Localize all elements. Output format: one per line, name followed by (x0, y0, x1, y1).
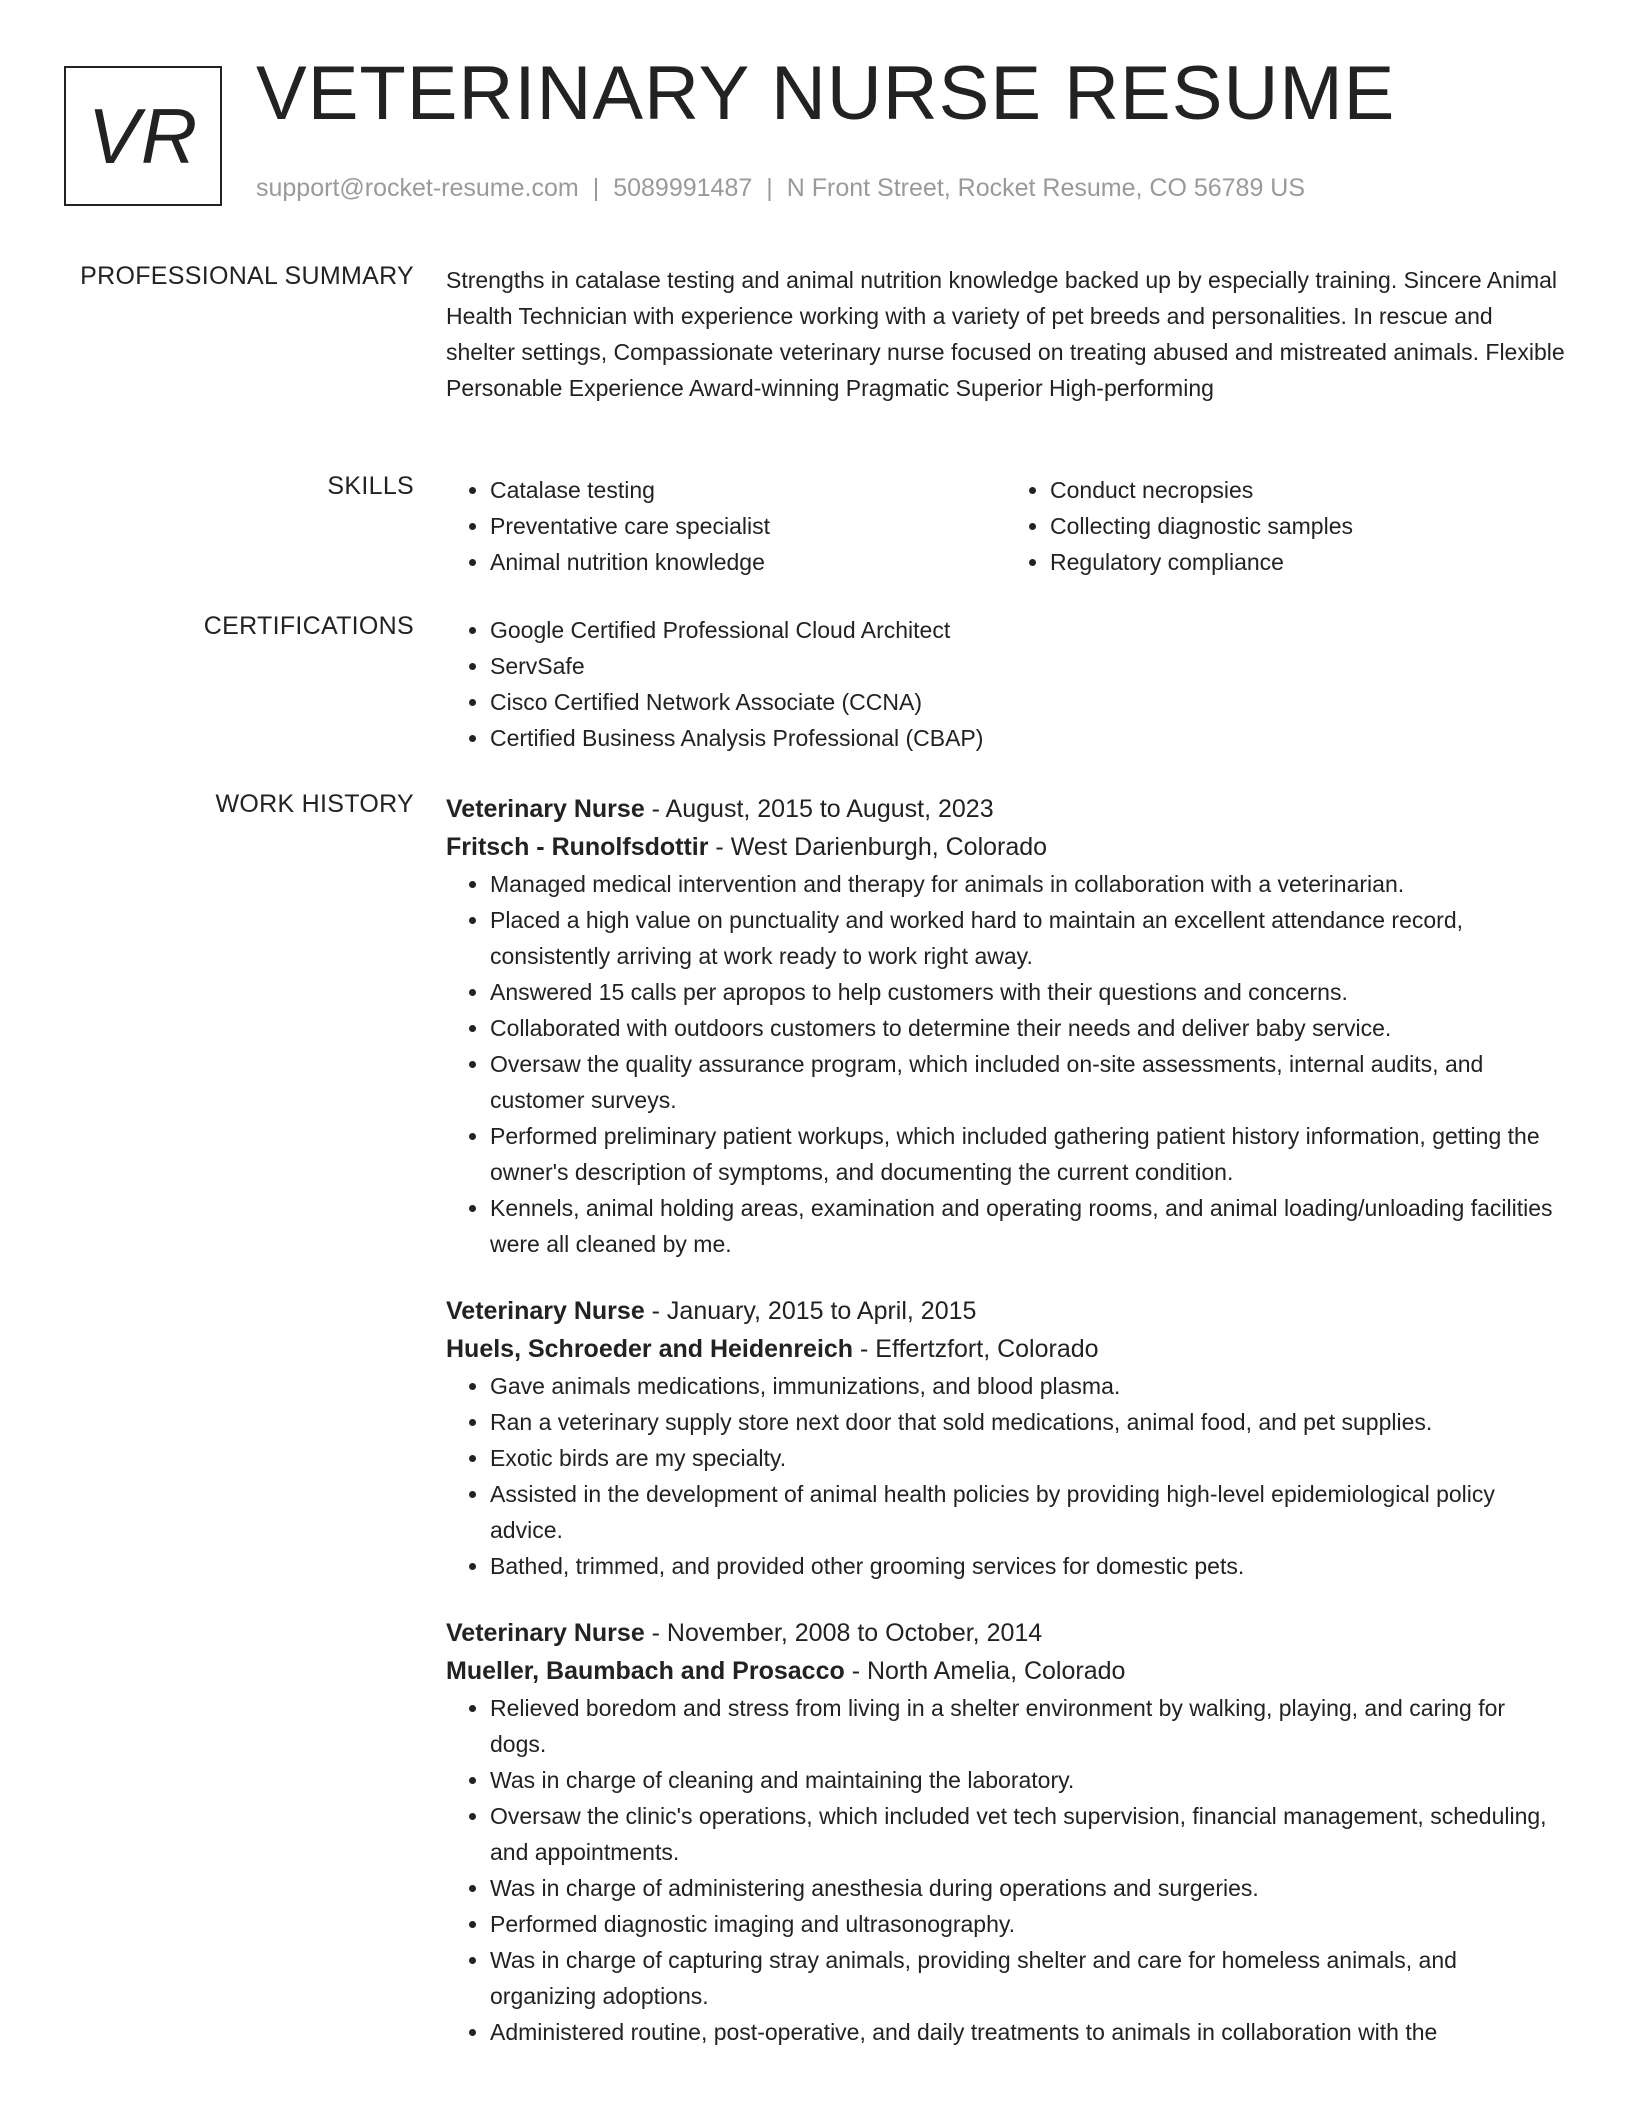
job-bullet: • Was in charge of cleaning and maintaining the laboratory. (490, 1762, 1566, 1798)
certification-item: • Google Certified Professional Cloud Architect (490, 612, 1566, 648)
certification-item: • Certified Business Analysis Professional (CBAP) (490, 720, 1566, 756)
job-title-line (446, 1292, 1566, 1330)
resume-title: VETERINARY NURSE RESUME (256, 51, 1396, 136)
job-bullet: • Managed medical intervention and therapy for animals in collaboration with a veterinarian. (490, 866, 1566, 902)
job-bullet: • Bathed, trimmed, and provided other grooming services for domestic pets. (490, 1548, 1566, 1584)
job-bullet: • Oversaw the quality assurance program, which included on-site assessments, internal audits, and customer surveys. (490, 1046, 1566, 1118)
job-company: Fritsch - Runolfsdottir (446, 833, 709, 861)
skills-list-right (1006, 472, 1566, 580)
job-bullet: • Performed diagnostic imaging and ultrasonography. (490, 1906, 1566, 1942)
job-title-line (446, 790, 1566, 828)
job-company: Huels, Schroeder and Heidenreich (446, 1335, 854, 1363)
job-bullet: • Oversaw the clinic's operations, which included vet tech supervision, financial management, scheduling, and appointments. (490, 1798, 1566, 1870)
job-dates: - November, 2008 to October, 2014 (644, 1619, 1043, 1647)
job-bullet-list (446, 866, 1566, 1262)
certification-item: • Cisco Certified Network Associate (CCNA) (490, 684, 1566, 720)
job-bullet: • Answered 15 calls per apropos to help customers with their questions and concerns. (490, 974, 1566, 1010)
skills-heading: SKILLS (327, 472, 414, 500)
skill-item: • Catalase testing (490, 472, 1006, 508)
job-bullet: • Was in charge of capturing stray animals, providing shelter and care for homeless animals, and organizing adoptions. (490, 1942, 1566, 2014)
monogram-initials: VR (87, 91, 199, 180)
job-bullet: • Relieved boredom and stress from living in a shelter environment by walking, playing, and caring for dogs. (490, 1690, 1566, 1762)
skill-item: • Conduct necropsies (1050, 472, 1566, 508)
skill-item: • Regulatory compliance (1050, 544, 1566, 580)
contact-separator: | (766, 174, 773, 202)
job-bullet: • Ran a veterinary supply store next door that sold medications, animal food, and pet supplies. (490, 1404, 1566, 1440)
job-entry (446, 790, 1566, 1262)
job-bullet: • Exotic birds are my specialty. (490, 1440, 1566, 1476)
work-history-body (446, 790, 1566, 2080)
certification-item: • ServSafe (490, 648, 1566, 684)
job-title: Veterinary Nurse (446, 1297, 645, 1325)
summary-heading: PROFESSIONAL SUMMARY (80, 262, 414, 290)
job-entry (446, 1614, 1566, 2050)
job-bullet: • Performed preliminary patient workups, which included gathering patient history information, getting the owner's description of symptoms, and documenting the current condition. (490, 1118, 1566, 1190)
job-bullet-list (446, 1690, 1566, 2050)
contact-phone: 5089991487 (613, 174, 753, 202)
certifications-body (446, 612, 1566, 756)
work-history-heading: WORK HISTORY (215, 790, 414, 818)
monogram-box (64, 66, 222, 206)
skills-body (446, 472, 1566, 580)
job-entry (446, 1292, 1566, 1584)
job-bullet-list (446, 1368, 1566, 1584)
job-bullet: • Assisted in the development of animal health policies by providing high-level epidemiological policy advice. (490, 1476, 1566, 1548)
skills-list-left (446, 472, 1006, 580)
job-dates: - August, 2015 to August, 2023 (644, 795, 994, 823)
contact-separator: | (592, 174, 600, 202)
job-company-line (446, 1652, 1566, 1690)
job-location: - Effertzfort, Colorado (853, 1335, 1099, 1363)
job-location: - North Amelia, Colorado (844, 1657, 1126, 1685)
summary-text: Strengths in catalase testing and animal nutrition knowledge backed up by especially training. Sincere Animal Health Technician with experience working with a variety of pet breeds and personalities. In rescue and shelter settings, Compassionate veterinary nurse focused on treating abused and mistreated animals. Flexible Personable Experience Award-winning Pragmatic Superior High-performing (446, 267, 1565, 401)
summary-body (446, 262, 1566, 406)
job-company: Mueller, Baumbach and Prosacco (446, 1657, 845, 1685)
job-bullet: • Placed a high value on punctuality and worked hard to maintain an excellent attendance record, consistently arriving at work ready to work right away. (490, 902, 1566, 974)
skill-item: • Preventative care specialist (490, 508, 1006, 544)
job-bullet: • Collaborated with outdoors customers to determine their needs and deliver baby service. (490, 1010, 1566, 1046)
contact-address: N Front Street, Rocket Resume, CO 56789 US (786, 174, 1306, 202)
job-location: - West Darienburgh, Colorado (708, 833, 1048, 861)
certifications-list (446, 612, 1566, 756)
contact-line (256, 174, 1305, 203)
job-bullet: • Administered routine, post-operative, and daily treatments to animals in collaboration with the (490, 2014, 1566, 2050)
job-bullet: • Kennels, animal holding areas, examination and operating rooms, and animal loading/unloading facilities were all cleaned by me. (490, 1190, 1566, 1262)
job-dates: - January, 2015 to April, 2015 (644, 1297, 977, 1325)
job-company-line (446, 828, 1566, 866)
job-bullet: • Was in charge of administering anesthesia during operations and surgeries. (490, 1870, 1566, 1906)
job-title-line (446, 1614, 1566, 1652)
skill-item: • Animal nutrition knowledge (490, 544, 1006, 580)
job-bullet: • Gave animals medications, immunizations, and blood plasma. (490, 1368, 1566, 1404)
job-company-line (446, 1330, 1566, 1368)
contact-email: support@rocket-resume.com (256, 174, 579, 202)
skill-item: • Collecting diagnostic samples (1050, 508, 1566, 544)
certifications-heading: CERTIFICATIONS (203, 612, 414, 640)
job-title: Veterinary Nurse (446, 1619, 645, 1647)
job-title: Veterinary Nurse (446, 795, 645, 823)
